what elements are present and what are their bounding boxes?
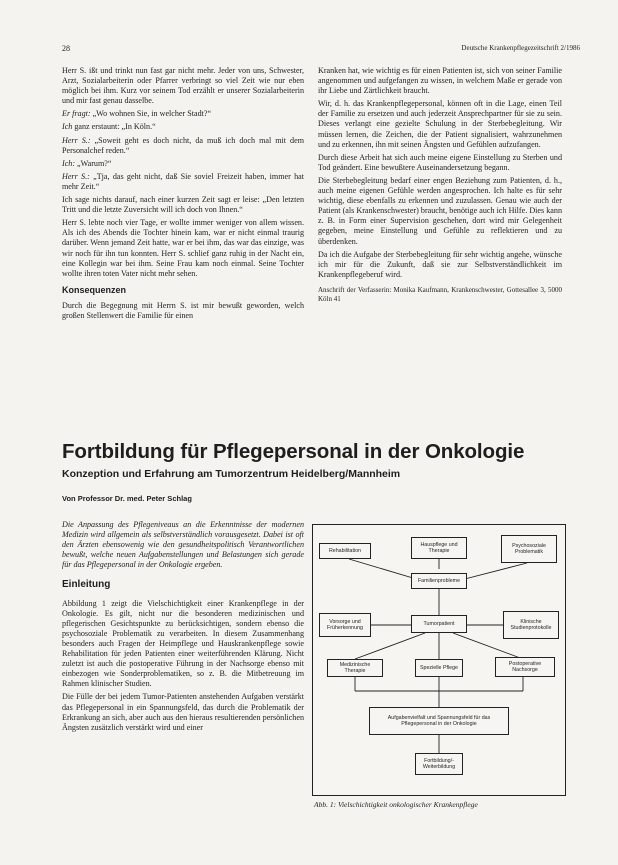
node-label: Spezielle Pflege (420, 665, 458, 671)
paragraph: Da ich die Aufgabe der Sterbebegleitung für sehr wichtig angehe, wünsche ich mir für die Zukunft, daß sie zur Selbstverständlichkeit im Krankenpflegeberuf wird. (318, 249, 562, 279)
journal-header: Deutsche Krankenpflegezeitschrift 2/1986 (461, 44, 580, 52)
paragraph: Herr S. ißt und trinkt nun fast gar nicht mehr. Jeder von uns, Schwester, Arzt, Sozialarbeiterin oder Pfarrer verbringt so viel Zeit wie nur eben möglich bei ihm. Kurz vor seinem Tod erzählt er unserer Sozialarbeiterin und mir fast genau dasselbe. (62, 66, 304, 106)
dialog-text: „Tja, das geht nicht, daß Sie soviel Freizeit haben, immer hat mehr Zeit.“ (62, 171, 304, 191)
paragraph: Durch diese Arbeit hat sich auch meine eigene Einstellung zu Sterben und Tod geändert. Eine bewußtere Auseinandersetzung begann. (318, 152, 562, 172)
previous-article-right-column (318, 66, 562, 304)
dialog-speaker: Er fragt: (62, 109, 91, 119)
dialog-text: ganz erstaunt: „In Köln.“ (72, 122, 156, 132)
node-familienprobleme (411, 573, 467, 589)
node-aufgabenvielfalt (369, 707, 509, 735)
dialog-line (62, 109, 304, 119)
paragraph: Wir, d. h. das Krankenpflegepersonal, können oft in die Lage, einen Teil der Familie zu ersetzen und auch jederzeit Ansprechpartner für sie zu sein. Dieses verlangt eine gezielte Schulung in der Sterbebegleitung. Wir müssen lernen, die Zeichen, die der Patient signalisiert, wahrzunehmen und zu erkennen, ihn mit seinen Ängsten und Gefühlen aufzufangen. (318, 99, 562, 149)
node-label: Vorsorge und Früherkennung (327, 619, 363, 631)
node-psychosoziale (501, 535, 557, 563)
dialog-line (62, 122, 304, 132)
node-fortbildung (415, 753, 463, 775)
figure-diagram (312, 524, 566, 796)
page-number: 28 (62, 44, 70, 53)
paragraph: Ich sage nichts darauf, nach einer kurzen Zeit sagt er leise: „Den letzten Tritt und die letzte Zuversicht will ich doch von Ihnen.“ (62, 195, 304, 215)
node-klinische-studien (503, 611, 559, 639)
dialog-text: „Soweit geht es doch nicht, da muß ich doch mal mit dem Personalchef reden.“ (62, 135, 304, 155)
dialog-speaker: Ich (62, 122, 73, 132)
section-heading-konsequenzen: Konsequenzen (62, 284, 127, 295)
dialog-text: „Wo wohnen Sie, in welcher Stadt?“ (90, 109, 212, 119)
dialog-text: „Warum?“ (75, 158, 112, 168)
node-postoperative-nachsorge (495, 657, 555, 677)
section-heading-einleitung: Einleitung (62, 579, 111, 591)
paragraph: Die Sterbebegleitung bedarf einer engen Beziehung zum Patienten, d. h., auch meine eigenen Gefühle werden angesprochen. Ich halte es für sehr wichtig, diese ebenfalls zu erkennen und zuzulassen. Genau wie auch der Patient (als Krankenschwester) braucht, benötige auch ich Hilfe. Dies kann z. B. in Form einer Supervision geschehen, dort wird mir Gelegenheit gegeben, meine Einstellung und Gefühle zu reflektieren und zu überdenken. (318, 175, 562, 246)
dialog-line (62, 172, 304, 192)
paragraph: Herr S. lebte noch vier Tage, er wollte immer weniger von allem wissen. Als ich des Abends die Tochter hinein kam, war er nicht einmal traurig darüber. Wenn jemand Zeit hatte, war er bei ihm, das war das einzige, was wir noch für ihn tun konnten. Herr S. schlief ganz ruhig in der Nacht ein, eine Kollegin war bei ihm. Seine Frau kam noch einmal. Seine Tochter wollte ihren toten Vater nicht mehr sehen. (62, 218, 304, 278)
node-label: Medizinische Therapie (339, 662, 371, 674)
node-rehabilitation (319, 543, 371, 559)
article-left-column (62, 520, 304, 736)
paragraph: Abbildung 1 zeigt die Vielschichtigkeit einer Krankenpflege in der Onkologie. Es gilt, nicht nur die besonderen medizinischen und pflegerischen Gesichtspunkte zu berücksichtigen, sondern ebenso die psychosoziale Problematik zu verarbeiten. In diesem Zusammenhang besonders auch Fragen der Heimpflege und Hauskrankenpflege sowie Rehabilitation für jeden Patienten einer weiterführenden Klärung. Nicht zuletzt ist auch die postoperative Führung in der Nachsorge ebenso mit einbezogen wie Sonderproblematiken, so z. B. die Mitbetreuung im Rahmen klinischer Studien. (62, 598, 304, 689)
node-label: Rehabilitation (328, 548, 362, 554)
article-subtitle: Konzeption und Erfahrung am Tumorzentrum Heidelberg/Mannheim (62, 468, 401, 480)
article-author: Von Professor Dr. med. Peter Schlag (62, 494, 192, 503)
article-title: Fortbildung für Pflegepersonal in der Onkologie (62, 440, 525, 463)
article-abstract: Die Anpassung des Pflegeniveaus an die Erkenntnisse der modernen Medizin wird allgemein als selbstverständlich vorausgesetzt. Dabei ist oft den Ärzten ebensowenig wie den gesundheitspolitisch Verantwortlichen bewußt, welche neuen Aufgabenstellungen und Belastungen sich gerade für das Pflegepersonal in der Onkologie ergeben. (62, 520, 304, 570)
paragraph: Kranken hat, wie wichtig es für einen Patienten ist, sich von seiner Familie angenommen und aufgefangen zu wissen, in welchem Maße er gerade von ihr Liebe und Zärtlichkeit braucht. (318, 66, 562, 96)
node-label: Familienprobleme (417, 578, 461, 584)
node-label: Hauspflege und Therapie (420, 542, 458, 554)
figure-caption: Abb. 1: Vielschichtigkeit onkologischer Krankenpflege (314, 800, 478, 809)
node-label: Postoperative Nachsorge (508, 661, 542, 673)
dialog-line (62, 136, 304, 156)
dialog-speaker: Herr S.: (62, 135, 91, 145)
node-tumorpatient (411, 615, 467, 633)
node-label: Aufgabenvielfalt und Spannungsfeld für das Pflegepersonal in der Onkologie (387, 715, 491, 727)
node-spezielle-pflege (415, 659, 463, 677)
node-hauspflege (411, 537, 467, 559)
node-label: Psychosoziale Problematik (512, 543, 546, 555)
node-medizinische-therapie (327, 659, 383, 677)
dialog-speaker: Ich: (62, 158, 76, 168)
author-address: Anschrift der Verfasserin: Monika Kaufmann, Krankenschwester, Gottesallee 3, 5000 Köln 41 (318, 285, 562, 303)
dialog-line (62, 159, 304, 169)
previous-article-left-column (62, 66, 304, 324)
dialog-speaker: Herr S.: (62, 171, 90, 181)
node-label: Fortbildung/-Weiterbildung (422, 758, 456, 770)
paragraph: Die Fülle der bei jedem Tumor-Patienten anstehenden Aufgaben verstärkt das Pflegepersonal in ein Spannungsfeld, das durch die Problematik der Erkrankung an sich, aber auch aus den hieraus resultierenden persönlichen Ängsten zusätzlich verstärkt wird und einer (62, 692, 304, 732)
paragraph: Durch die Begegnung mit Herrn S. ist mir bewußt geworden, welch großen Stellenwert die Familie für einen (62, 300, 304, 320)
node-label: Tumorpatient (423, 621, 455, 627)
node-vorsorge (319, 613, 371, 637)
node-label: Klinische Studienprotokolle (510, 619, 552, 631)
